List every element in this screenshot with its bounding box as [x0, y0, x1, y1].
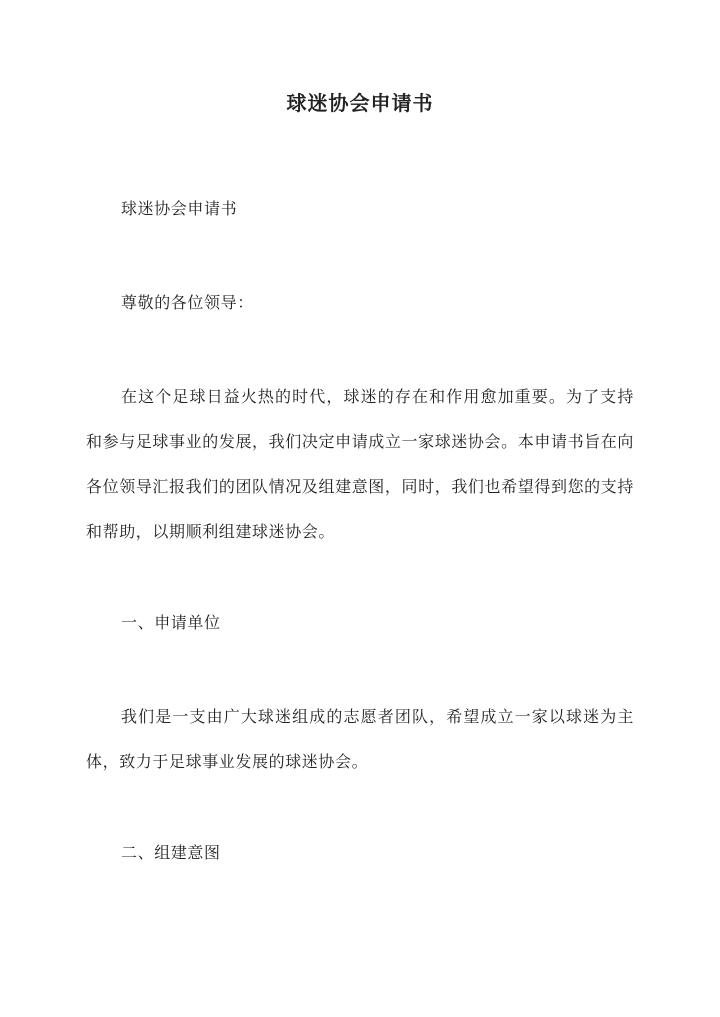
section-2-title: 二、组建意图: [121, 843, 221, 862]
salutation: 尊敬的各位领导：: [121, 293, 254, 312]
document-title: 球迷协会申请书: [286, 91, 434, 115]
intro-paragraph: 在这个足球日益火热的时代，球迷的存在和作用愈加重要。为了支持和参与足球事业的发展，我们决定申请成立一家球迷协会。本申请书旨在向各位领导汇报我们的团队情况及组建意图，同时，我们也希望得到您的支持和帮助，以期顺利组建球迷协会。: [86, 387, 634, 541]
section-1-title: 一、申请单位: [121, 613, 221, 632]
section-1-body: 我们是一支由广大球迷组成的志愿者团队，希望成立一家以球迷为主体，致力于足球事业发展的球迷协会。: [86, 707, 634, 771]
document-heading: 球迷协会申请书: [121, 199, 238, 218]
